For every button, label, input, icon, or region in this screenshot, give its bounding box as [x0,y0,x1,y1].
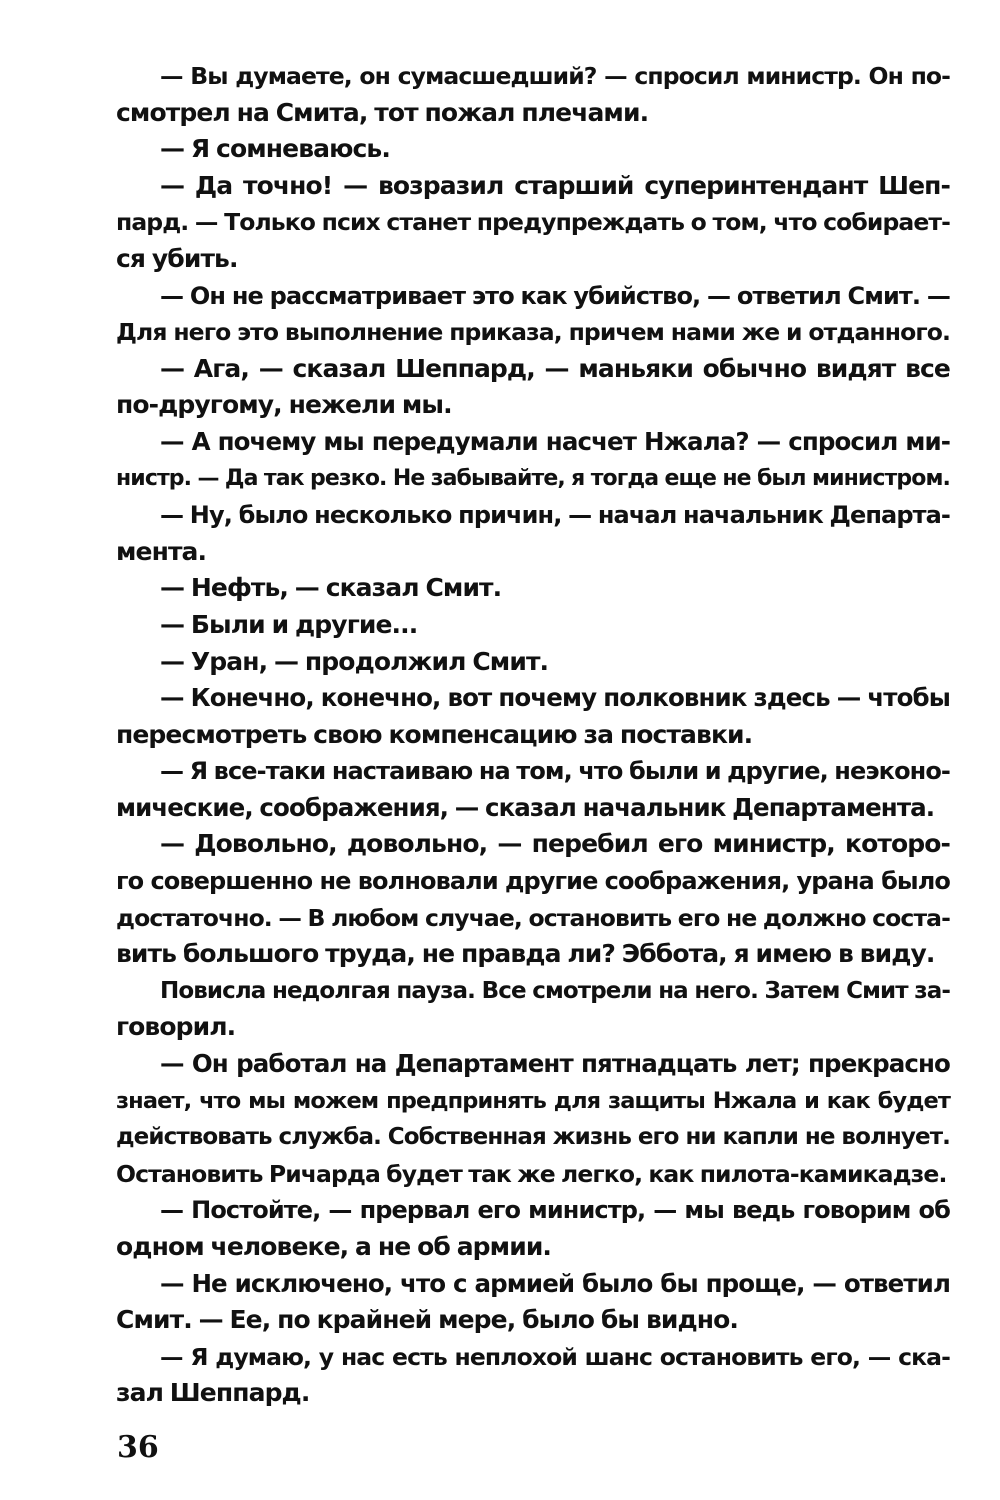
text-line: — Конечно, конечно, вот почему полковник здесь — чтобы [160,683,950,713]
text-line: — Я сомневаюсь. [160,134,390,164]
text-line: пересмотреть свою компенсацию за поставки. [116,719,753,749]
text-line: нистр. — Да так резко. Не забывайте, я тогда еще не был министром. [116,465,950,491]
text-line: пард. — Только псих станет предупреждать о том, что собирает- [116,208,950,237]
text-line: — Он не рассматривает это как убийство, — ответил Смит. — [160,281,950,310]
text-line: — Не исключено, что с армией было бы проще, — ответил [160,1268,950,1298]
text-line: — Ага, — сказал Шеппард, — маньяки обычно видят все [160,353,950,383]
text-line: го совершенно не волновали другие соображения, урана было [116,867,950,896]
text-line: — А почему мы передумали насчет Нжала? — спросил ми- [160,426,950,456]
text-line: — Довольно, довольно, — перебил его министр, которо- [160,829,950,859]
text-line: — Нефть, — сказал Смит. [160,573,502,603]
text-line: Остановить Ричарда будет так же легко, как пилота-камикадзе. [116,1159,947,1188]
text-line: действовать служба. Собственная жизнь его ни капли не волнует. [116,1124,950,1151]
text-line: — Да точно! — возразил старший суперинтендант Шеп- [160,170,950,200]
text-line: — Были и другие... [160,609,418,639]
text-line: Повисла недолгая пауза. Все смотрели на него. Затем Смит за- [160,977,950,1004]
text-line: — Я все-таки настаиваю на том, что были и другие, неэконо- [160,757,950,786]
text-line: по-другому, нежели мы. [116,390,452,420]
text-line: — Постойте, — прервал его министр, — мы ведь говорим об [160,1196,950,1225]
text-line: — Ну, было несколько причин, — начал начальник Департа- [160,501,950,530]
text-line: вить большого труда, не правда ли? Эббота, я имею в виду. [116,939,935,969]
body-text [116,58,950,1412]
text-line: — Он работал на Департамент пятнадцать лет; прекрасно [160,1049,950,1079]
text-line: достаточно. — В любом случае, остановить его не должно соста- [116,903,950,932]
text-line: — Вы думаете, он сумасшедший? — спросил министр. Он по- [160,62,950,90]
text-line: мента. [116,536,207,566]
text-line: ся убить. [116,243,238,273]
text-line: одном человеке, а не об армии. [116,1232,552,1261]
text-line: мические, соображения, — сказал начальник Департамента. [116,792,935,822]
text-line: Для него это выполнение приказа, причем нами же и отданного. [116,318,950,347]
text-line: Смит. — Ее, по крайней мере, было бы видно. [116,1305,739,1335]
text-line: знает, что мы можем предпринять для защиты Нжала и как будет [116,1087,950,1114]
text-line: — Я думаю, у нас есть неплохой шанс остановить его, — ска- [160,1342,950,1371]
text-line: говорил. [116,1012,236,1042]
text-line: зал Шеппард. [116,1378,310,1408]
text-line: — Уран, — продолжил Смит. [160,646,549,676]
text-line: смотрел на Смита, тот пожал плечами. [116,97,649,127]
page-number: 36 [117,1430,159,1465]
